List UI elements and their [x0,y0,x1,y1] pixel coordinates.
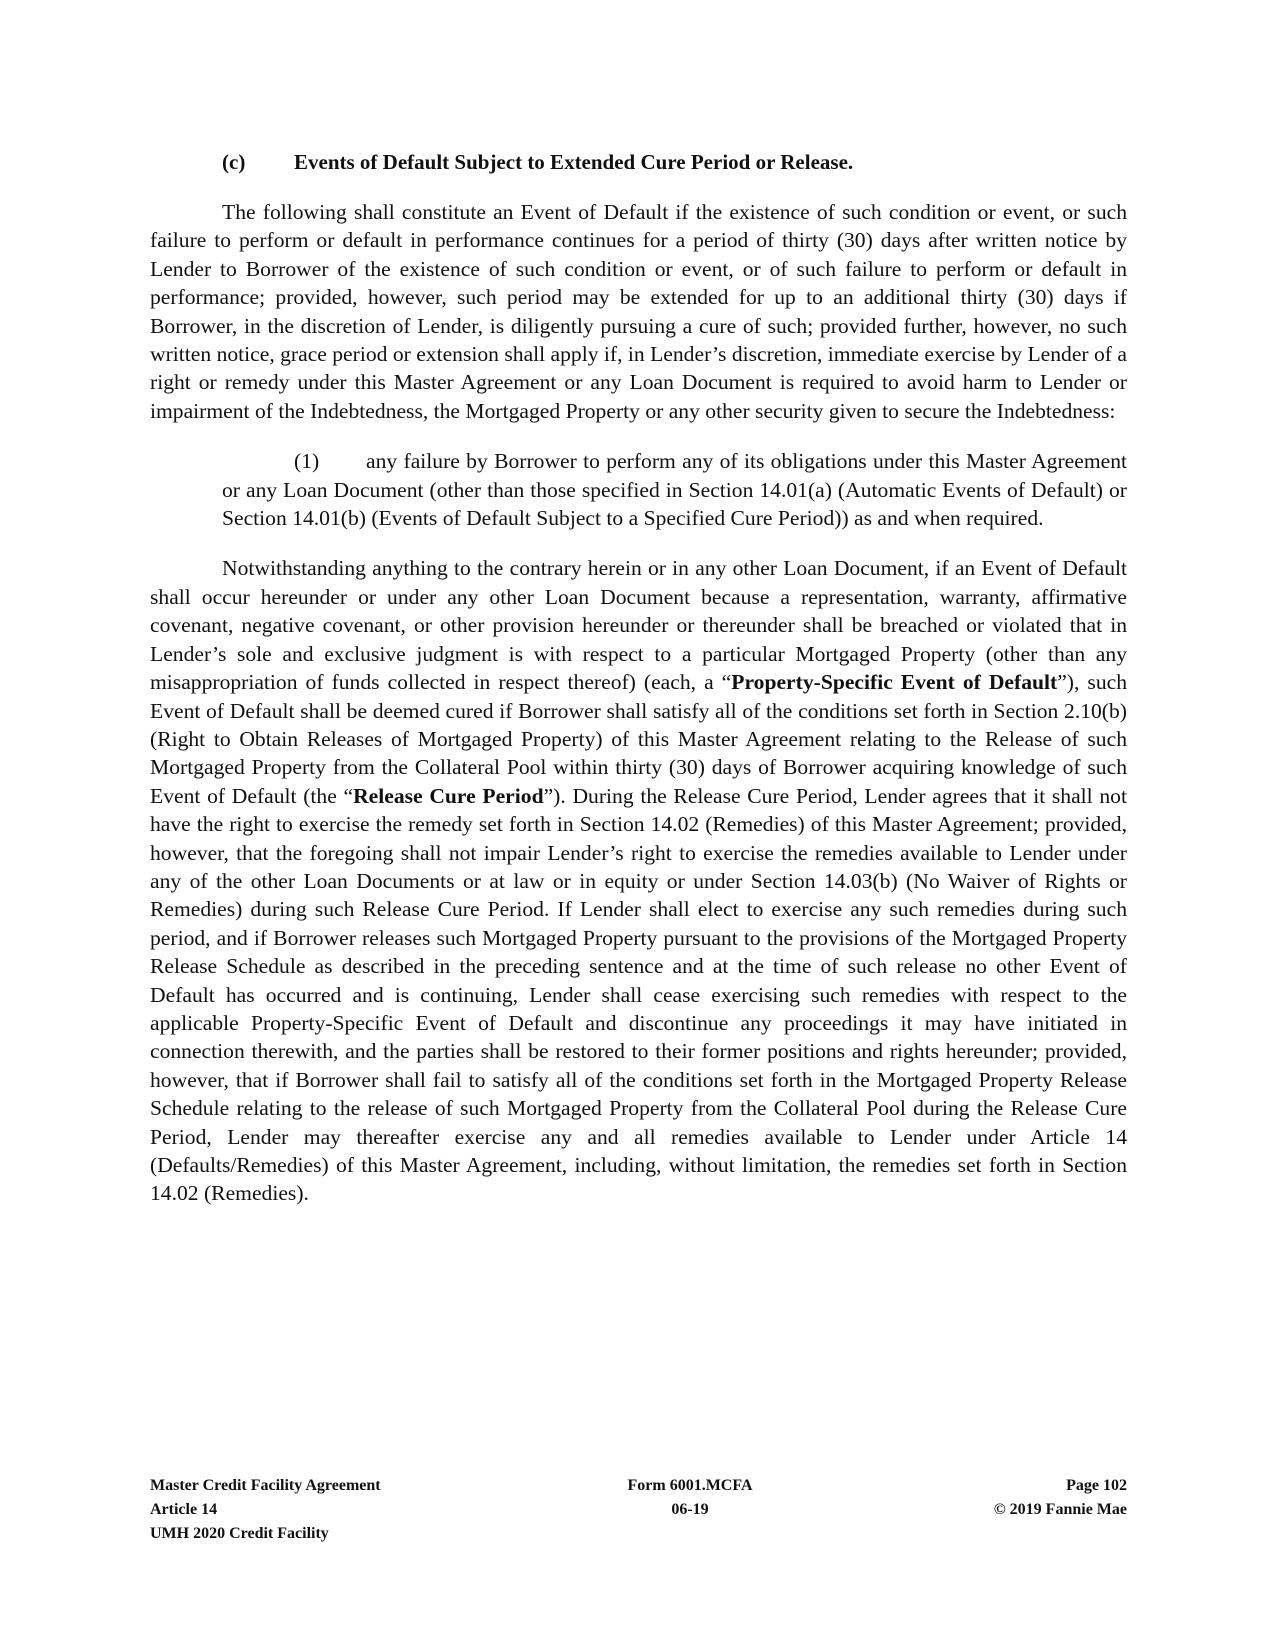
intro-paragraph: The following shall constitute an Event of Default if the existence of such condition or event, or such failure to perform or default in performance continues for a period of thirty (30) days after written notice by Lender to Borrower of the existence of such condition or event, or of such failure to perform or default in performance; provided, however, such period may be extended for up to an additional thirty (30) days if Borrower, in the discretion of Lender, is diligently pursuing a cure of such; provided further, however, no such written notice, grace period or extension shall apply if, in Lender’s discretion, immediate exercise by Lender of a right or remedy under this Master Agreement or any Loan Document is required to avoid harm to Lender or impairment of the Indebtedness, the Mortgaged Property or any other security given to secure the Indebtedness: [150,200,1127,423]
section-title: Events of Default Subject to Extended Cure Period or Release. [294,150,854,174]
footer-copyright: © 2019 Fannie Mae [993,1501,1127,1518]
footer-document-title: Master Credit Facility Agreement [150,1477,381,1494]
list-item-number: (1) [294,449,320,474]
paragraph-text-part1: Notwithstanding anything to the contrary herein or in any other Loan Document, if an Event of Default shall occur hereunder or under any other Loan Document because a representation, warranty, affirmative covenant, negative covenant, or other provision hereunder or thereunder shall be breached or violated that in Lender’s sole and exclusive judgment is with respect to a particular Mortgaged Property (other than any misappropriation of funds collected in respect thereof) (each, a “ [150,556,1127,695]
list-item [222,447,1127,532]
footer-form-number: Form 6001.MCFA [627,1477,753,1494]
defined-term-property-specific-event: Property-Specific Event of Default [731,670,1058,695]
defined-term-release-cure-period: Release Cure Period [353,783,544,808]
footer-article: Article 14 [150,1501,218,1518]
footer-center [600,1474,780,1522]
page-body [150,148,1127,1230]
footer-form-date: 06-19 [671,1501,709,1518]
footer-facility-name: UMH 2020 Credit Facility [150,1525,329,1542]
paragraph-text-part2: ”), such Event of Default shall be deemed cured if Borrower shall satisfy all of the conditions set forth in Section 2.10(b) (Right to Obtain Releases of Mortgaged Property) of this Master Agreement relating to the Release of such Mortgaged Property from the Collateral Pool within thirty (30) days of Borrower acquiring knowledge of such Event of Default (the “ [150,670,1128,808]
paragraph-text-part3: ”). During the Release Cure Period, Lender agrees that it shall not have the right to exercise the remedy set forth in Section 14.02 (Remedies) of this Master Agreement; provided, however, that the foregoing shall not impair Lender’s right to exercise the remedies available to Lender under any of the other Loan Documents or at law or in equity or under Section 14.03(b) (No Waiver of Rights or Remedies) during such Release Cure Period. If Lender shall elect to exercise any such remedies during such period, and if Borrower releases such Mortgaged Property pursuant to the provisions of the Mortgaged Property Release Schedule as described in the preceding sentence and at the time of such release no other Event of Default has occurred and is continuing, Lender shall cease exercising such remedies with respect to the applicable Property-Specific Event of Default and discontinue any proceedings it may have initiated in connection therewith, and the parties shall be restored to their former positions and rights hereunder; provided, however, that if Borrower shall fail to satisfy all of the conditions set forth in the Mortgaged Property Release Schedule relating to the release of such Mortgaged Property from the Collateral Pool during the Release Cure Period, Lender may thereafter exercise any and all remedies available to Lender under Article 14 (Defaults/Remedies) of this Master Agreement, including, without limitation, the remedies set forth in Section 14.02 (Remedies). [150,783,1127,1206]
list-item-text: any failure by Borrower to perform any of its obligations under this Master Agreement or any Loan Document (other than those specified in Section 14.01(a) (Automatic Events of Default) or Section 14.01(b) (Events of Default Subject to a Specified Cure Period)) as and when required. [222,449,1127,531]
notwithstanding-paragraph [150,554,1127,1207]
section-number: (c) [222,150,246,174]
footer-right [994,1474,1127,1522]
section-heading [150,148,1127,176]
footer-page-number: Page 102 [1066,1477,1127,1494]
footer-left [150,1474,381,1546]
